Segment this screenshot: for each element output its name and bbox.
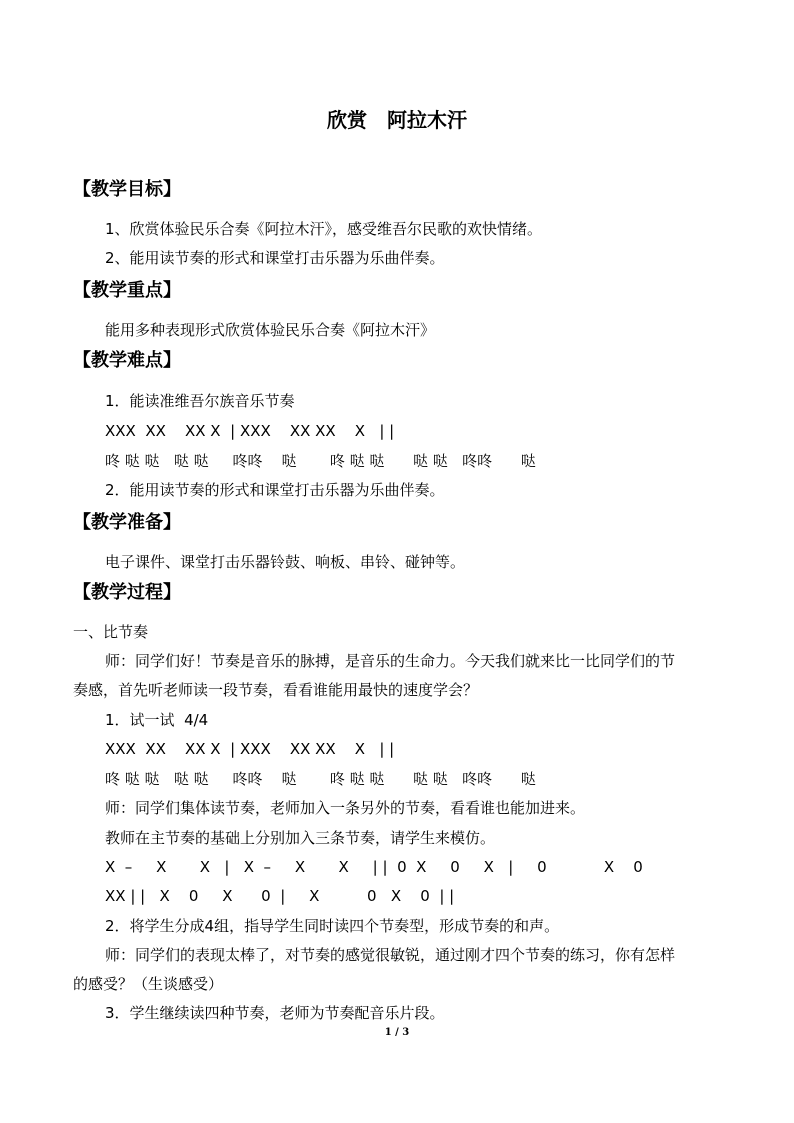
process-item-3: 3．学生继续读四种节奏，老师为节奏配音乐片段。 [105,1004,445,1022]
rhythm-syllables-1: 咚 哒 哒 哒 哒 咚咚 哒 咚 哒 哒 哒 哒 咚咚 哒 [105,452,536,470]
process-paragraph-1b: 奏感，首先听老师读一段节奏，看看谁能用最快的速度学会？ [73,681,479,699]
heading-key-points: 【教学重点】 [73,280,181,301]
page-number: 1 / 3 [384,1027,410,1038]
difficulty-item-1: 1．能读准维吾尔族音乐节奏 [105,392,295,410]
rhythm-three-lines-2: XX | | X 0 X 0 | X 0 X 0 | | [105,887,455,905]
process-paragraph-4b: 的感受？（生谈感受） [73,975,224,993]
process-item-2: 2．将学生分成4组，指导学生同时读四个节奏型，形成节奏的和声。 [105,917,560,935]
process-paragraph-2: 师：同学们集体读节奏，老师加入一条另外的节奏，看看谁也能加进来。 [105,799,586,817]
process-subheading-1: 一、比节奏 [73,623,149,641]
key-point-text: 能用多种表现形式欣赏体验民乐合奏《阿拉木汗》 [105,321,436,339]
process-paragraph-3: 教师在主节奏的基础上分别加入三条节奏，请学生来模仿。 [105,829,496,847]
heading-difficulties: 【教学难点】 [73,350,181,371]
heading-preparation: 【教学准备】 [73,512,181,533]
rhythm-syllables-2: 咚 哒 哒 哒 哒 咚咚 哒 咚 哒 哒 哒 哒 咚咚 哒 [105,770,536,788]
heading-process: 【教学过程】 [73,582,181,603]
goal-item-1: 1、欣赏体验民乐合奏《阿拉木汗》，感受维吾尔民歌的欢快情绪。 [105,220,543,238]
rhythm-three-lines-1: X – X X | X – X X | | 0 X 0 X | 0 X 0 [105,858,643,876]
rhythm-notation-2: XXX XX XX X | XXX XX XX X | | [105,740,395,758]
preparation-text: 电子课件、课堂打击乐器铃鼓、响板、串铃、碰钟等。 [105,553,466,571]
goal-item-2: 2、能用读节奏的形式和课堂打击乐器为乐曲伴奏。 [105,249,445,267]
heading-teaching-goals: 【教学目标】 [73,179,181,200]
rhythm-notation-1: XXX XX XX X | XXX XX XX X | | [105,422,395,440]
process-paragraph-4a: 师：同学们的表现太棒了，对节奏的感觉很敏锐，通过刚才四个节奏的练习，你有怎样 [105,946,676,964]
try-it-label: 1．试一试 4/4 [105,711,209,729]
difficulty-item-2: 2．能用读节奏的形式和课堂打击乐器为乐曲伴奏。 [105,481,445,499]
page-title: 欣赏 阿拉木汗 [327,108,467,132]
process-paragraph-1a: 师：同学们好！节奏是音乐的脉搏，是音乐的生命力。今天我们就来比一比同学们的节 [105,652,676,670]
